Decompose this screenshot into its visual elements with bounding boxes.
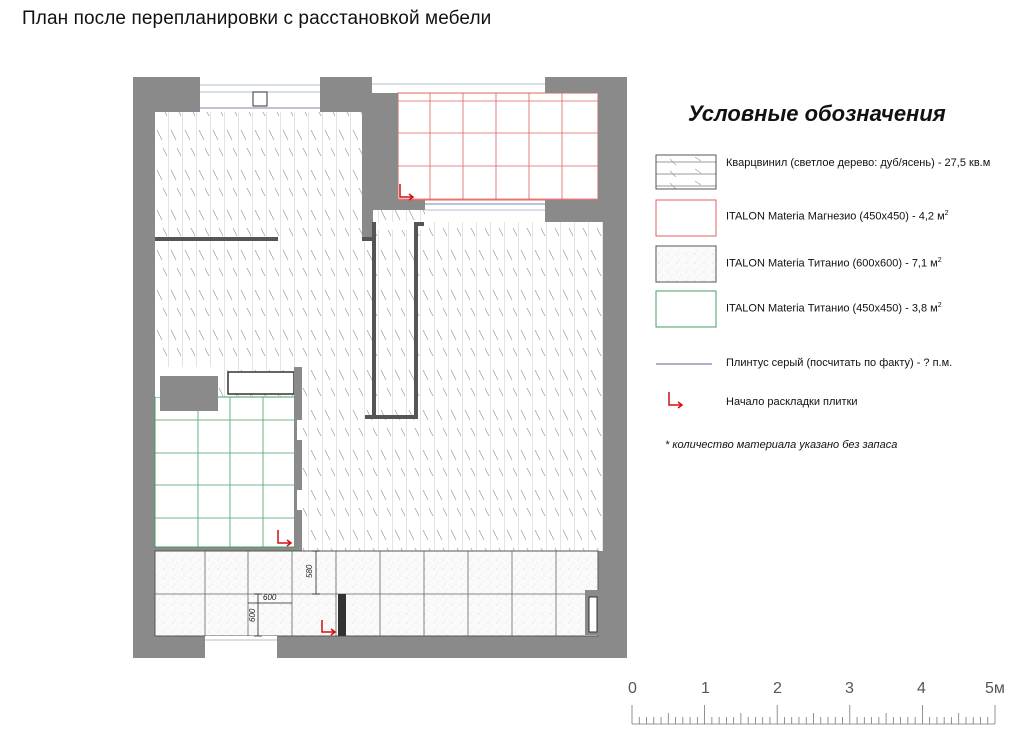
legend-label: Плинтус серый (посчитать по факту) - ? п.м. xyxy=(726,357,953,369)
entrance-door xyxy=(205,636,277,658)
scale-label-1: 1 xyxy=(701,680,710,697)
scale-label-2: 2 xyxy=(773,680,782,697)
legend-item-magnezio xyxy=(726,210,949,223)
page-title: План после перепланировки с расстановкой мебели xyxy=(22,8,492,29)
legend-item-start xyxy=(726,396,858,408)
dimension-600-horizontal: 600 xyxy=(263,593,277,602)
legend-item-titanio-600 xyxy=(726,257,942,270)
scale-bar xyxy=(632,705,995,724)
scale-label-0: 0 xyxy=(628,680,637,697)
legend-swatches xyxy=(656,155,716,408)
legend-item-plinth xyxy=(726,357,952,369)
scale-label-4: 4 xyxy=(917,680,926,697)
legend-sup: 2 xyxy=(944,210,949,217)
legend-sup: 2 xyxy=(937,302,942,309)
legend-heading: Условные обозначения xyxy=(688,101,946,126)
legend-item-titanio-450 xyxy=(726,302,942,315)
titanio-450-tile-area xyxy=(155,397,295,547)
legend-item-vinyl xyxy=(726,157,990,169)
legend-label: ITALON Materia Титанио (450x450) - 3,8 м xyxy=(726,302,938,315)
dimension-580: 580 xyxy=(305,564,314,578)
magnezio-tile-area xyxy=(398,93,598,200)
legend-footnote: * количество материала указано без запаса xyxy=(665,439,898,451)
scale-label-5: 5м xyxy=(985,680,1005,697)
legend-label: Начало раскладки плитки xyxy=(726,396,858,408)
legend-label: ITALON Materia Магнезио (450x450) - 4,2 м xyxy=(726,210,945,223)
titanio-600-tile-area xyxy=(155,551,599,636)
legend-label: Кварцвинил (светлое дерево: дуб/ясень) - 27,5 кв.м xyxy=(726,157,991,169)
dimension-600-vertical: 600 xyxy=(248,608,257,622)
legend-sup: 2 xyxy=(937,257,942,264)
scale-label-3: 3 xyxy=(845,680,854,697)
legend-label: ITALON Materia Титанио (600x600) - 7,1 м xyxy=(726,257,938,270)
